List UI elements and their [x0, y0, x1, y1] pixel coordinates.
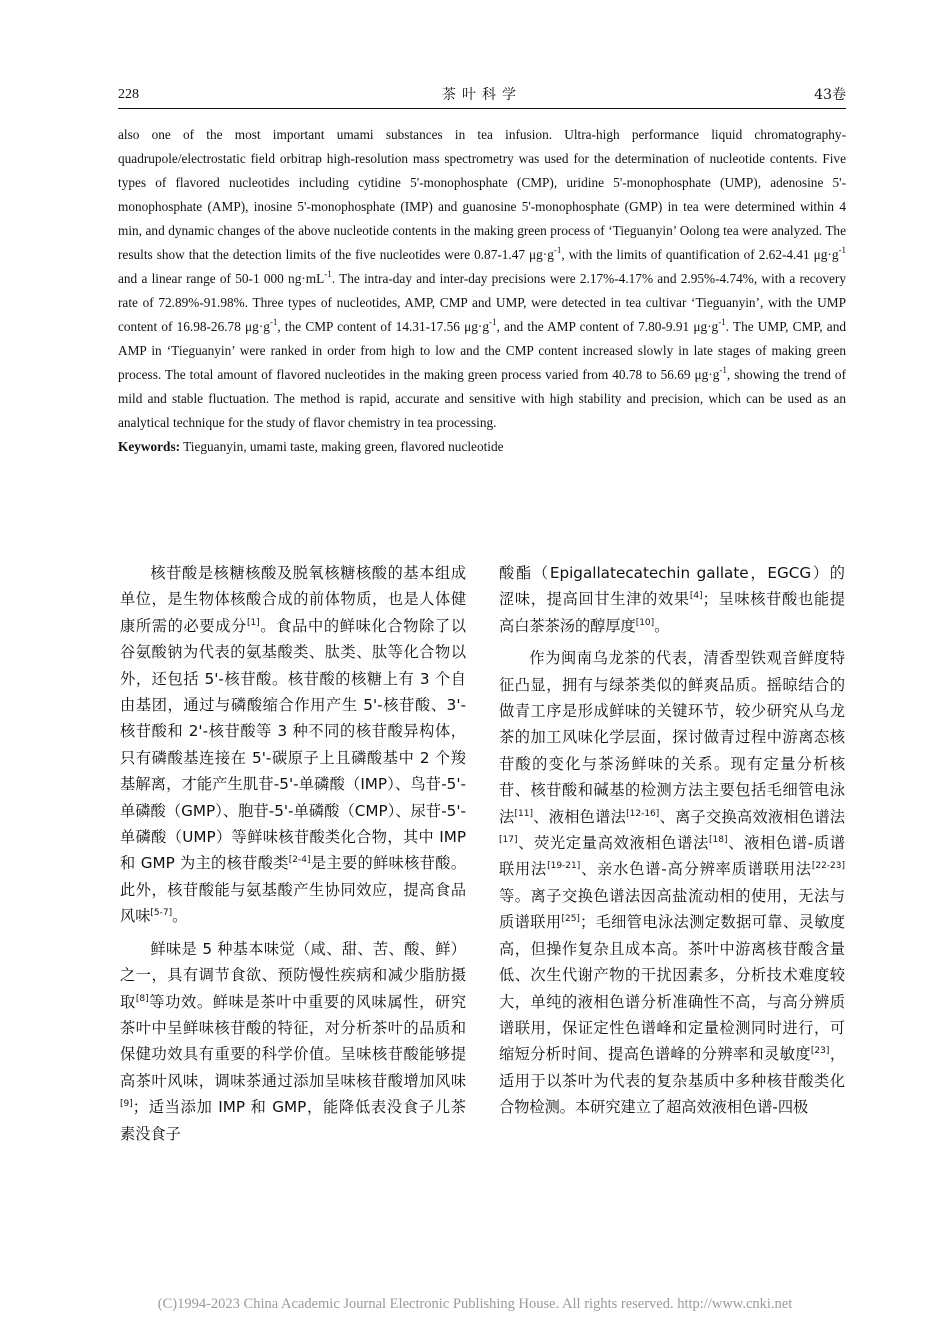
keywords-text: Tieguanyin, umami taste, making green, flavored nucleotide [180, 439, 504, 454]
volume-label: 43卷 [814, 87, 846, 103]
keywords-label: Keywords: [118, 439, 181, 454]
journal-title: 茶叶科学 [442, 87, 522, 103]
left-column [120, 560, 466, 1153]
english-abstract [118, 123, 846, 459]
header-rule [118, 108, 846, 109]
left-paragraph-1: 核苷酸是核糖核酸及脱氧核糖核酸的基本组成单位，是生物体核酸合成的前体物质，也是人体健康所需的必要成分[1]。食品中的鲜味化合物除了以谷氨酸钠为代表的氨基酸类、肽类、肽等化合物以外，还包括 5'-核苷酸。核苷酸的核糖上有 3 个自由基团，通过与磷酸缩合作用产生 5'-核苷酸、3'-核苷酸和 2'-核苷酸等 3 种不同的核苷酸异构体，只有磷酸基连接在 5'-碳原子上且磷酸基中 2 个羧基解离，才能产生肌苷-5'-单磷酸（IMP）、鸟苷-5'-单磷酸（GMP）、胞苷-5'-单磷酸（CMP）、尿苷-5'-单磷酸（UMP）等鲜味核苷酸类化合物，其中 IMP 和 GMP 为主的核苷酸类[2-4]是主要的鲜味核苷酸。此外，核苷酸能与氨基酸产生协同效应，提高食品风味[5-7]。 [120, 564, 467, 926]
keywords-line [118, 435, 846, 459]
right-column [499, 560, 845, 1127]
abstract-text: also one of the most important umami substances in tea infusion. Ultra-high performance liquid chromatography-quadrupole/electrostatic field orbitrap high-resolution mass spectrometry was used for the determination of nucleotide contents. Five types of flavored nucleotides including cytidine 5'-monophosphate (CMP), uridine 5'-monophosphate (UMP), adenosine 5'-monophosphate (AMP), inosine 5'-monophosphate (IMP) and guanosine 5'-monophosphate (GMP) in tea were determined within 4 min, and dynamic changes of the above nucleotide contents in the making green process of ‘Tieguanyin’ Oolong tea were analyzed. The results show that the detection limits of the five nucleotides were 0.87-1.47 $\mu g\cdot g^{-1}$, with the limits of quantification of 2.62-4.41 $\mu g\cdot g^{-1}$ and a linear range of 50-1 000 $ng\cdot mL^{-1}$. The intra-day and inter-day precisions were 2.17%-4.17% and 2.95%-4.74%, with a recovery rate of 72.89%-91.98%. Three types of nucleotides, AMP, CMP and UMP, were detected in tea cultivar ‘Tieguanyin’, with the UMP content of 16.98-26.78 $\mu g\cdot g^{-1}$, the CMP content of 14.31-17.56 $\mu g\cdot g^{-1}$, and the AMP content of 7.80-9.91 $\mu g\cdot g^{-1}$. The UMP, CMP, and AMP in ‘Tieguanyin’ were ranked in order from high to low and the CMP content increased slowly in late stages of making green process. The total amount of flavored nucleotides in the making green process varied from 40.78 to 56.69 $\mu g\cdot g^{-1}$, showing the trend of mild and stable fluctuation. The method is rapid, accurate and sensitive with high stability and precision, which can be used as an analytical technique for the study of flavor chemistry in tea processing. [118, 127, 846, 430]
page-number: 228 [118, 87, 139, 102]
copyright-footer: (C)1994-2023 China Academic Journal Electronic Publishing House. All rights reserved. http://www.cnki.net [157, 1296, 793, 1312]
left-paragraph-2: 鲜味是 5 种基本味觉（咸、甜、苦、酸、鲜）之一，具有调节食欲、预防慢性疾病和减少脂肪摄取[8]等功效。鲜味是茶叶中重要的风味属性，研究茶叶中呈鲜味核苷酸的特征，对分析茶叶的品质和保健功效具有重要的科学价值。呈味核苷酸能够提高茶叶风味，调味茶通过添加呈味核苷酸增加风味[9]；适当添加 IMP 和 GMP，能降低表没食子儿茶素没食子 [120, 939, 467, 1143]
right-paragraph-2: 作为闽南乌龙茶的代表，清香型铁观音鲜度特征凸显，拥有与绿茶类似的鲜爽品质。摇晾结合的做青工序是形成鲜味的关键环节，较少研究从乌龙茶的加工风味化学层面，探讨做青过程中游离态核苷酸的变化与茶汤鲜味的关系。现有定量分析核苷、核苷酸和碱基的检测方法主要包括毛细管电泳法[11]、液相色谱法[12-16]、离子交换高效液相色谱法[17]、荧光定量高效液相色谱法[18]、液相色谱-质谱联用法[19-21]、亲水色谱-高分辨率质谱联用法[22-23]等。离子交换色谱法因高盐流动相的使用，无法与质谱联用[25]；毛细管电泳法测定数据可靠、灵敏度高，但操作复杂且成本高。茶叶中游离核苷酸含量低、次生代谢产物的干扰因素多，分析技术难度较大，单纯的液相色谱分析准确性不高，与高分辨质谱联用，保证定性色谱峰和定量检测同时进行，可缩短分析时间、提高色谱峰的分辨率和灵敏度[23]，适用于以茶叶为代表的复杂基质中多种核苷酸类化合物检测。本研究建立了超高效液相色谱-四极 [499, 649, 846, 1117]
right-paragraph-1: 酸酯（Epigallatecatechin gallate，EGCG）的涩味，提高回甘生津的效果[4]；呈味核苷酸也能提高白茶茶汤的醇厚度[10]。 [499, 564, 846, 635]
page-header [118, 86, 846, 108]
